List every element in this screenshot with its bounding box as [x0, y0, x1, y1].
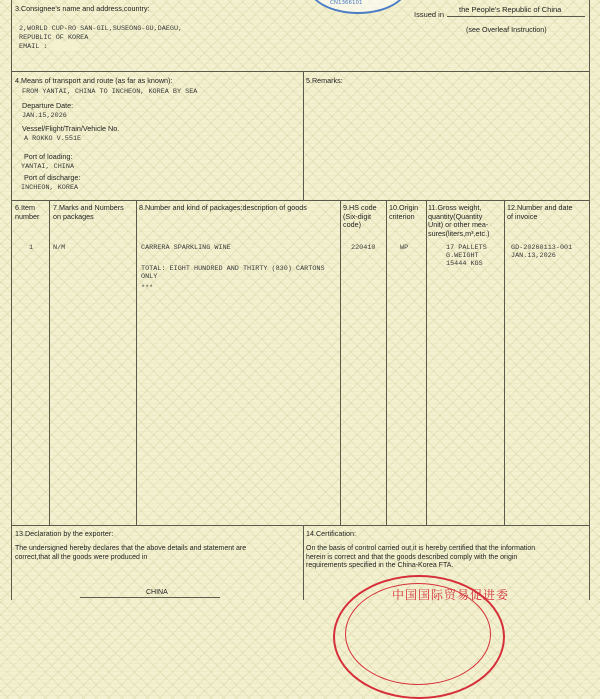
- goods-total: TOTAL: EIGHT HUNDRED AND THIRTY (830) CARTONS ONLY: [141, 265, 325, 282]
- vessel-label: Vessel/Flight/Train/Vehicle No.: [22, 124, 120, 133]
- goods-marks: N/M: [53, 244, 66, 252]
- issued-in-label: Issued in: [414, 10, 445, 19]
- consignee-address-line2: REPUBLIC OF KOREA: [19, 34, 89, 42]
- departure-date-value: JAN.15,2026: [22, 112, 67, 120]
- rule-col-12: [504, 200, 505, 525]
- col-header-marks: 7.Marks and Numbers on packages: [53, 203, 124, 221]
- col-header-item-number: 6.Item number: [15, 203, 40, 221]
- port-of-discharge-label: Port of discharge:: [24, 173, 81, 182]
- transport-label: 4.Means of transport and route (as far as known):: [15, 76, 173, 85]
- border-right: [589, 0, 590, 600]
- col-header-invoice: 12.Number and date of invoice: [507, 203, 573, 221]
- vessel-value: A ROKKO V.551E: [24, 135, 82, 143]
- consignee-address-line1: 2,WORLD CUP-RO SAN-GIL,SUSEONG-GU,DAEGU,: [19, 25, 183, 33]
- col-header-hs-code: 9.HS code (Six-digit code): [343, 203, 377, 230]
- declaration-country-underline: [80, 597, 220, 598]
- goods-end-stars: ***: [141, 284, 154, 292]
- col-header-origin-criterion: 10.Origin criterion: [389, 203, 419, 221]
- goods-origin-criterion: WP: [400, 244, 409, 252]
- rule-split-declaration-certification: [303, 525, 304, 600]
- rule-row-3: [11, 525, 590, 526]
- consignee-label: 3.Consignee's name and address,country:: [15, 4, 150, 13]
- issued-in-underline: [447, 16, 585, 17]
- rule-col-8: [136, 200, 137, 525]
- rule-col-10: [386, 200, 387, 525]
- col-header-gross-weight: 11.Gross weight, quantity(Quantity Unit) or other mea- sures(liters,m³,etc.): [428, 203, 490, 238]
- port-of-loading-value: YANTAI, CHINA: [21, 163, 75, 171]
- certification-label: 14.Certification:: [306, 529, 356, 538]
- certification-text: On the basis of control carried out,it is hereby certified that the information herein is correct and that the goods described comply with the origin requirements specified in the China-Korea FTA.: [306, 545, 536, 570]
- goods-gross-weight: 17 PALLETS G.WEIGHT 15444 KGS: [446, 244, 487, 269]
- issued-in-country: the People's Republic of China: [459, 5, 562, 14]
- blue-seal-text: CN1366101: [330, 0, 363, 6]
- port-of-discharge-value: INCHEON, KOREA: [21, 184, 79, 192]
- goods-item-number: 1: [29, 244, 34, 252]
- declaration-label: 13.Declaration by the exporter:: [15, 529, 114, 538]
- rule-split-transport-remarks: [303, 71, 304, 200]
- col-header-description: 8.Number and kind of packages;description of goods: [139, 203, 307, 212]
- see-overleaf-note: (see Overleaf Instruction): [466, 25, 547, 34]
- declaration-country: CHINA: [146, 589, 168, 596]
- remarks-label: 5.Remarks:: [306, 76, 343, 85]
- red-seal-text: 中国国际贸易促进委: [392, 588, 510, 602]
- port-of-loading-label: Port of loading:: [24, 152, 73, 161]
- goods-hs-code: 220410: [351, 244, 376, 252]
- goods-description: CARRERA SPARKLING WINE: [141, 244, 231, 252]
- consignee-email-label: EMAIL :: [19, 43, 48, 51]
- rule-col-7: [49, 200, 50, 525]
- rule-row-1: [11, 71, 590, 72]
- goods-invoice: GD-20260113-001 JAN.13,2026: [511, 244, 573, 261]
- rule-col-11: [426, 200, 427, 525]
- redacted-email: [52, 42, 78, 51]
- declaration-text: The undersigned hereby declares that the above details and statement are correct,that all the goods were produced in: [15, 545, 247, 561]
- border-left: [11, 0, 12, 600]
- departure-date-label: Departure Date:: [22, 101, 74, 110]
- transport-route: FROM YANTAI, CHINA TO INCHEON, KOREA BY SEA: [22, 88, 198, 96]
- rule-col-9: [340, 200, 341, 525]
